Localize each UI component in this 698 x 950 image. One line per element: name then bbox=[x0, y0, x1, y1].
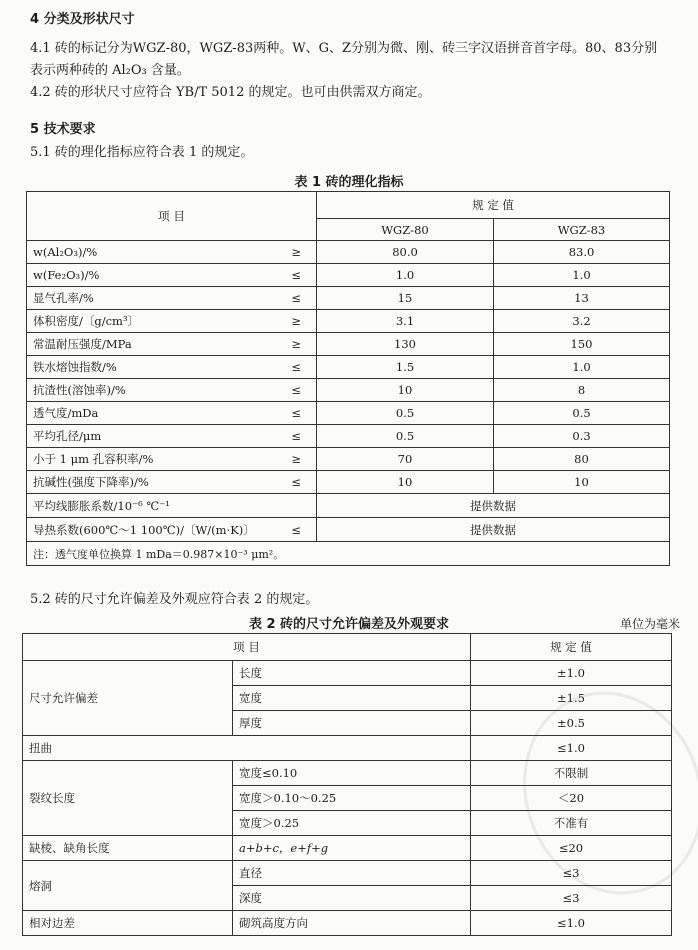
t2-header-value: 规 定 值 bbox=[471, 634, 672, 661]
table-row: 抗渣性(溶蚀率)/% ≤ 10 8 bbox=[27, 379, 670, 402]
table-row: 平均线膨胀系数/10⁻⁶ ℃⁻¹ 提供数据 bbox=[27, 494, 670, 518]
table-row: 常温耐压强度/MPa ≥ 130 150 bbox=[27, 333, 670, 356]
table-row: 透气度/mDa ≤ 0.5 0.5 bbox=[27, 402, 670, 425]
t1-note: 注：透气度单位换算 1 mDa＝0.987×10⁻³ μm²。 bbox=[27, 542, 670, 566]
paragraph-4-1: 4.1 砖的标记分为WGZ-80，WGZ-83两种。W、G、Z分别为微、刚、砖三字汉语拼音首字母。80、83分别表示两种砖的 Al₂O₃ 含量。 bbox=[30, 41, 658, 78]
paragraph-4-2: 4.2 砖的形状尺寸应符合 YB/T 5012 的规定。也可由供需双方商定。 bbox=[30, 85, 431, 100]
table-1-physicochemical bbox=[26, 191, 670, 566]
table-row: 厚度 ±0.5 bbox=[23, 711, 672, 736]
table-row: 铁水熔蚀指数/% ≤ 1.5 1.0 bbox=[27, 356, 670, 379]
table-row: w(Al₂O₃)/% ≥ 80.0 83.0 bbox=[27, 241, 670, 264]
paragraph-5-2: 5.2 砖的尺寸允许偏差及外观应符合表 2 的规定。 bbox=[30, 592, 319, 607]
table-row: 显气孔率/% ≤ 15 13 bbox=[27, 287, 670, 310]
table-row: 熔洞 直径 ≤3 bbox=[23, 861, 672, 886]
table-row: 宽度＞0.10～0.25 ＜20 bbox=[23, 786, 672, 811]
table-row: 平均孔径/μm ≤ 0.5 0.3 bbox=[27, 425, 670, 448]
table-row: 裂纹长度 宽度≤0.10 不限制 bbox=[23, 761, 672, 786]
t1-header-value: 规 定 值 bbox=[317, 192, 670, 219]
table-row: 缺棱、缺角长度 a+b+c，e+f+g ≤20 bbox=[23, 836, 672, 861]
table-row: 尺寸允许偏差 长度 ±1.0 bbox=[23, 661, 672, 686]
table-row: 宽度 ±1.5 bbox=[23, 686, 672, 711]
table-row: 深度 ≤3 bbox=[23, 886, 672, 911]
t1-col-wgz83: WGZ-83 bbox=[494, 219, 670, 241]
t1-header-item: 项 目 bbox=[27, 192, 317, 241]
table-row: 宽度＞0.25 不准有 bbox=[23, 811, 672, 836]
section-5-heading: 5 技术要求 bbox=[30, 122, 96, 137]
t1-col-wgz80: WGZ-80 bbox=[317, 219, 494, 241]
table-2-caption: 表 2 砖的尺寸允许偏差及外观要求 bbox=[248, 617, 450, 632]
table-row: 体积密度/〔g/cm³〕 ≥ 3.1 3.2 bbox=[27, 310, 670, 333]
table-row: w(Fe₂O₃)/% ≤ 1.0 1.0 bbox=[27, 264, 670, 287]
table-1-caption: 表 1 砖的理化指标 bbox=[294, 175, 404, 190]
table-row: 导热系数(600℃～1 100℃)/〔W/(m·K)〕 ≤ 提供数据 bbox=[27, 518, 670, 542]
table-row: 小于 1 μm 孔容积率/% ≥ 70 80 bbox=[27, 448, 670, 471]
table-row: 抗碱性(强度下降率)/% ≤ 10 10 bbox=[27, 471, 670, 494]
t2-header-item: 项 目 bbox=[23, 634, 471, 661]
table-2-dimension-deviation bbox=[22, 633, 672, 936]
section-4-heading: 4 分类及形状尺寸 bbox=[30, 12, 135, 27]
table-2-unit: 单位为毫米 bbox=[619, 617, 680, 631]
paragraph-5-1: 5.1 砖的理化指标应符合表 1 的规定。 bbox=[30, 145, 254, 160]
table-row: 扭曲 ≤1.0 bbox=[23, 736, 672, 761]
table-row: 相对边差 砌筑高度方向 ≤1.0 bbox=[23, 911, 672, 936]
